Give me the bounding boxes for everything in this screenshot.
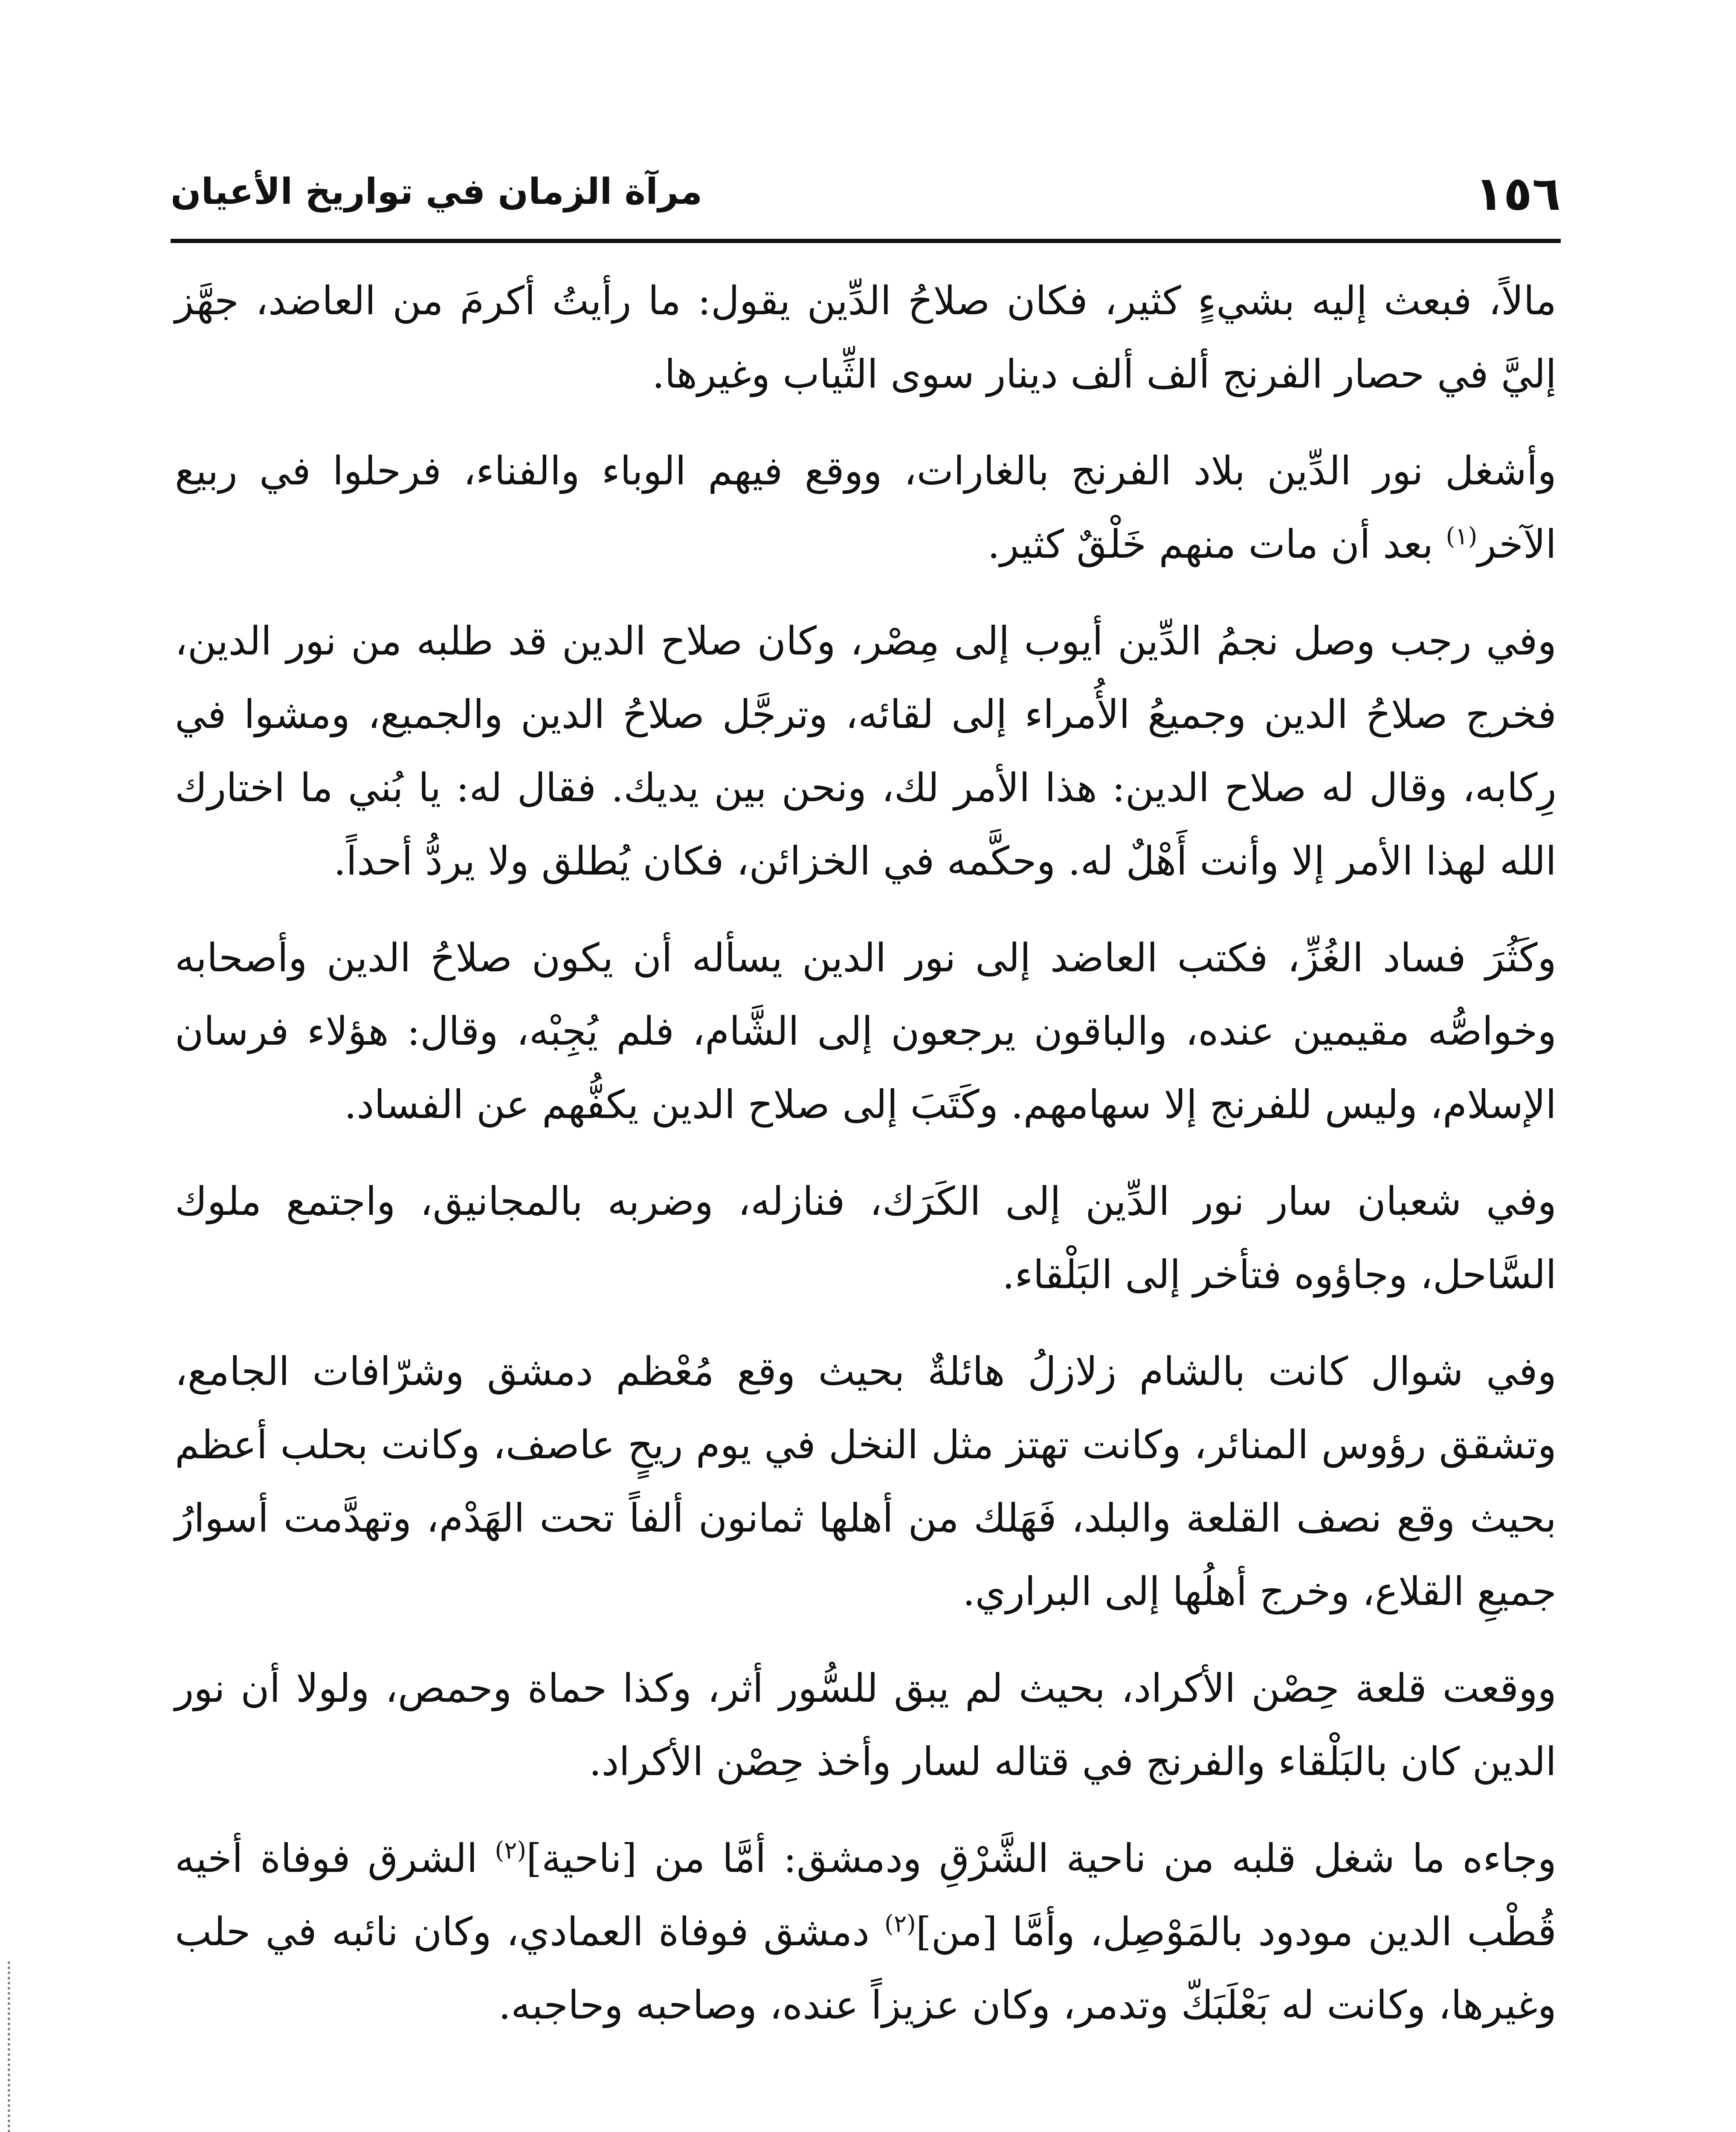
paragraph: وفي شعبان سار نور الدِّين إلى الكَرَك، فنازله، وضربه بالمجانيق، واجتمع ملوك السَّاحل، وجاؤوه فتأخر إلى البَلْقاء. <box>175 1179 1556 1298</box>
footnote-ref: (١) <box>1446 522 1478 550</box>
header-rule <box>171 239 1561 243</box>
paragraph: مالاً، فبعث إليه بشيءٍ كثير، فكان صلاحُ الدِّين يقول: ما رأيتُ أكرمَ من العاضد، جهَّز إليَّ في حصار الفرنج ألف ألف دينار سوى الثِّياب وغيرها. <box>175 278 1556 397</box>
paragraph: وجاءه ما شغل قلبه من ناحية الشَّرْقِ ودمشق: أمَّا من [ناحية]$^{(٢)}$ الشرق فوفاة أخيه قُطْب الدين مودود بالمَوْصِل، وأمَّا [من]$^{(٢)}$ دمشق فوفاة العمادي، وكان نائبه في حلب وغيرها، وكانت له بَعْلَبَكّ وتدمر، وكان عزيزاً عنده، وصاحبه وحاجبه. <box>175 1836 1557 2028</box>
paragraph: وأشغل نور الدِّين بلاد الفرنج بالغارات، ووقع فيهم الوباء والفناء، فرحلوا في ربيع الآخر$^{(١)}$ بعد أن مات منهم خَلْقٌ كثير. <box>175 448 1556 567</box>
scan-margin-marks <box>8 1961 14 2132</box>
paragraph: وكَثُرَ فساد الغُزِّ، فكتب العاضد إلى نور الدين يسأله أن يكون صلاحُ الدين وأصحابه وخواصُّه مقيمين عنده، والباقون يرجعون إلى الشَّام، فلم يُجِبْه، وقال: هؤلاء فرسان الإسلام، وليس للفرنج إلا سهامهم. وكَتَبَ إلى صلاح الدين يكفُّهم عن الفساد. <box>175 935 1556 1127</box>
main-text <box>175 264 1556 2065</box>
paragraph: ووقعت قلعة حِصْن الأكراد، بحيث لم يبق للسُّور أثر، وكذا حماة وحمص، ولولا أن نور الدين كان بالبَلْقاء والفرنج في قتاله لسار وأخذ حِصْن الأكراد. <box>175 1666 1556 1784</box>
page-header <box>171 166 1561 230</box>
paragraph: وفي شوال كانت بالشام زلازلُ هائلةٌ بحيث وقع مُعْظم دمشق وشرّافات الجامع، وتشقق رؤوس المنائر، وكانت تهتز مثل النخل في يوم ريحٍ عاصف، وكانت بحلب أعظم بحيث وقع نصف القلعة والبلد، فَهَلك من أهلها ثمانون ألفاً تحت الهَدْم، وتهدَّمت أسوارُ جميعِ القلاع، وخرج أهلُها إلى البراري. <box>175 1349 1556 1614</box>
page-number: ١٥٦ <box>1475 166 1561 221</box>
footnote-ref: (٢) <box>495 1837 527 1865</box>
running-title: مرآة الزمان في تواريخ الأعيان <box>171 171 703 212</box>
paragraph: وفي رجب وصل نجمُ الدِّين أيوب إلى مِصْر، وكان صلاح الدين قد طلبه من نور الدين، فخرج صلاحُ الدين وجميعُ الأُمراء إلى لقائه، وترجَّل صلاحُ الدين والجميع، ومشوا في رِكابه، وقال له صلاح الدين: هذا الأمر لك، ونحن بين يديك. فقال له: يا بُني ما اختارك الله لهذا الأمر إلا وأنت أَهْلٌ له. وحكَّمه في الخزائن، فكان يُطلق ولا يردُّ أحداً. <box>175 618 1556 884</box>
footnote-ref: (٢) <box>884 1910 916 1938</box>
